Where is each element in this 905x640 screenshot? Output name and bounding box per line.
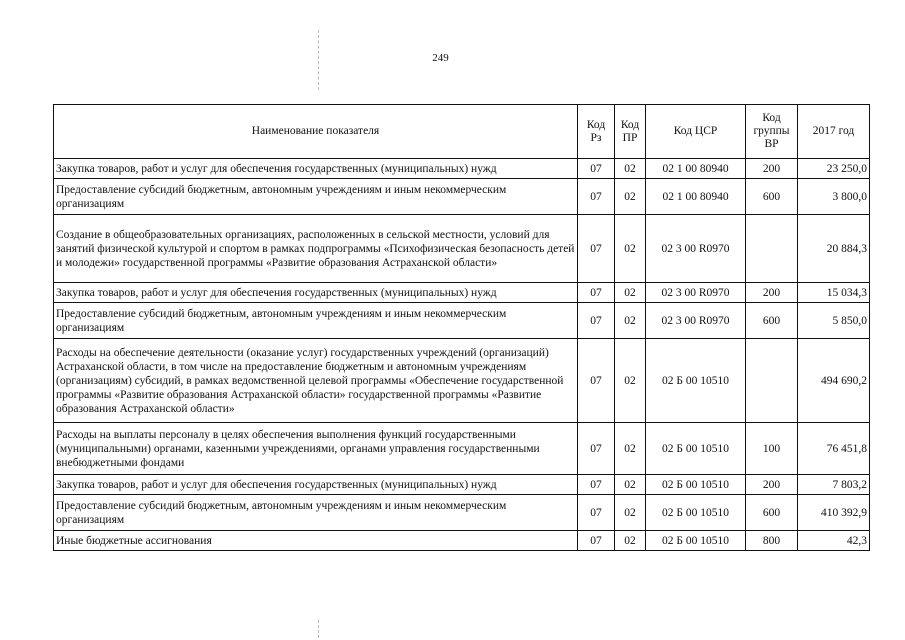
header-rz: Код Рз bbox=[578, 105, 615, 159]
row-rz: 07 bbox=[578, 215, 615, 283]
row-csr: 02 3 00 R0970 bbox=[646, 215, 746, 283]
row-amount: 3 800,0 bbox=[798, 179, 870, 215]
row-name: Закупка товаров, работ и услуг для обеспечения государственных (муниципальных) нужд bbox=[54, 159, 578, 179]
table-row bbox=[54, 339, 870, 423]
table-row bbox=[54, 531, 870, 551]
row-vr: 200 bbox=[746, 159, 798, 179]
row-pr: 02 bbox=[615, 531, 646, 551]
row-name: Расходы на обеспечение деятельности (оказание услуг) государственных учреждений (организаций) Астраханской области, в том числе на предоставление бюджетным и автономным учреждениям (организациям) субсидий, в рамках ведомственной целевой программы «Обеспечение государственной программы «Развитие образования Астраханской области» государственной программы «Развитие образования Астраханской области» bbox=[54, 339, 578, 423]
table-row bbox=[54, 179, 870, 215]
budget-table bbox=[53, 104, 870, 551]
table-row bbox=[54, 283, 870, 303]
row-pr: 02 bbox=[615, 283, 646, 303]
page-number: 249 bbox=[432, 52, 449, 64]
row-rz: 07 bbox=[578, 495, 615, 531]
row-pr: 02 bbox=[615, 159, 646, 179]
row-name: Предоставление субсидий бюджетным, автономным учреждениям и иным некоммерческим организациям bbox=[54, 179, 578, 215]
row-vr: 200 bbox=[746, 283, 798, 303]
row-name: Закупка товаров, работ и услуг для обеспечения государственных (муниципальных) нужд bbox=[54, 283, 578, 303]
row-rz: 07 bbox=[578, 179, 615, 215]
row-vr: 100 bbox=[746, 423, 798, 475]
row-name: Расходы на выплаты персоналу в целях обеспечения выполнения функций государственными (муниципальными) органами, казенными учреждениями, органами управления государственными внебюджетными фондами bbox=[54, 423, 578, 475]
row-amount: 20 884,3 bbox=[798, 215, 870, 283]
row-rz: 07 bbox=[578, 303, 615, 339]
row-csr: 02 Б 00 10510 bbox=[646, 423, 746, 475]
row-rz: 07 bbox=[578, 283, 615, 303]
row-name: Закупка товаров, работ и услуг для обеспечения государственных (муниципальных) нужд bbox=[54, 475, 578, 495]
header-pr: Код ПР bbox=[615, 105, 646, 159]
row-amount: 42,3 bbox=[798, 531, 870, 551]
scan-artifact-line bbox=[318, 620, 319, 638]
row-csr: 02 1 00 80940 bbox=[646, 159, 746, 179]
row-name: Создание в общеобразовательных организациях, расположенных в сельской местности, условий для занятий физической культурой и спортом в рамках подпрограммы «Психофизическая безопасность детей и молодежи» государственной программы «Развитие образования Астраханской области» bbox=[54, 215, 578, 283]
header-name: Наименование показателя bbox=[54, 105, 578, 159]
row-name: Иные бюджетные ассигнования bbox=[54, 531, 578, 551]
table-row bbox=[54, 215, 870, 283]
row-amount: 15 034,3 bbox=[798, 283, 870, 303]
row-vr: 200 bbox=[746, 475, 798, 495]
row-pr: 02 bbox=[615, 495, 646, 531]
table-header-row bbox=[54, 105, 870, 159]
row-amount: 410 392,9 bbox=[798, 495, 870, 531]
header-csr: Код ЦСР bbox=[646, 105, 746, 159]
row-vr: 600 bbox=[746, 179, 798, 215]
table-row bbox=[54, 495, 870, 531]
row-pr: 02 bbox=[615, 215, 646, 283]
row-vr: 600 bbox=[746, 303, 798, 339]
row-pr: 02 bbox=[615, 423, 646, 475]
row-pr: 02 bbox=[615, 339, 646, 423]
table-row bbox=[54, 423, 870, 475]
row-pr: 02 bbox=[615, 179, 646, 215]
row-pr: 02 bbox=[615, 475, 646, 495]
row-amount: 76 451,8 bbox=[798, 423, 870, 475]
header-year: 2017 год bbox=[798, 105, 870, 159]
row-vr bbox=[746, 215, 798, 283]
row-vr: 800 bbox=[746, 531, 798, 551]
row-amount: 494 690,2 bbox=[798, 339, 870, 423]
row-rz: 07 bbox=[578, 159, 615, 179]
row-name: Предоставление субсидий бюджетным, автономным учреждениям и иным некоммерческим организациям bbox=[54, 495, 578, 531]
row-pr: 02 bbox=[615, 303, 646, 339]
table-row bbox=[54, 475, 870, 495]
table-row bbox=[54, 303, 870, 339]
row-name: Предоставление субсидий бюджетным, автономным учреждениям и иным некоммерческим организациям bbox=[54, 303, 578, 339]
row-rz: 07 bbox=[578, 475, 615, 495]
row-amount: 23 250,0 bbox=[798, 159, 870, 179]
row-csr: 02 Б 00 10510 bbox=[646, 495, 746, 531]
row-amount: 5 850,0 bbox=[798, 303, 870, 339]
row-csr: 02 3 00 R0970 bbox=[646, 283, 746, 303]
row-csr: 02 Б 00 10510 bbox=[646, 339, 746, 423]
header-vr: Код группы ВР bbox=[746, 105, 798, 159]
row-csr: 02 Б 00 10510 bbox=[646, 475, 746, 495]
row-csr: 02 Б 00 10510 bbox=[646, 531, 746, 551]
row-vr: 600 bbox=[746, 495, 798, 531]
row-rz: 07 bbox=[578, 423, 615, 475]
table-row bbox=[54, 159, 870, 179]
row-rz: 07 bbox=[578, 531, 615, 551]
row-csr: 02 1 00 80940 bbox=[646, 179, 746, 215]
row-csr: 02 3 00 R0970 bbox=[646, 303, 746, 339]
row-vr bbox=[746, 339, 798, 423]
row-amount: 7 803,2 bbox=[798, 475, 870, 495]
row-rz: 07 bbox=[578, 339, 615, 423]
